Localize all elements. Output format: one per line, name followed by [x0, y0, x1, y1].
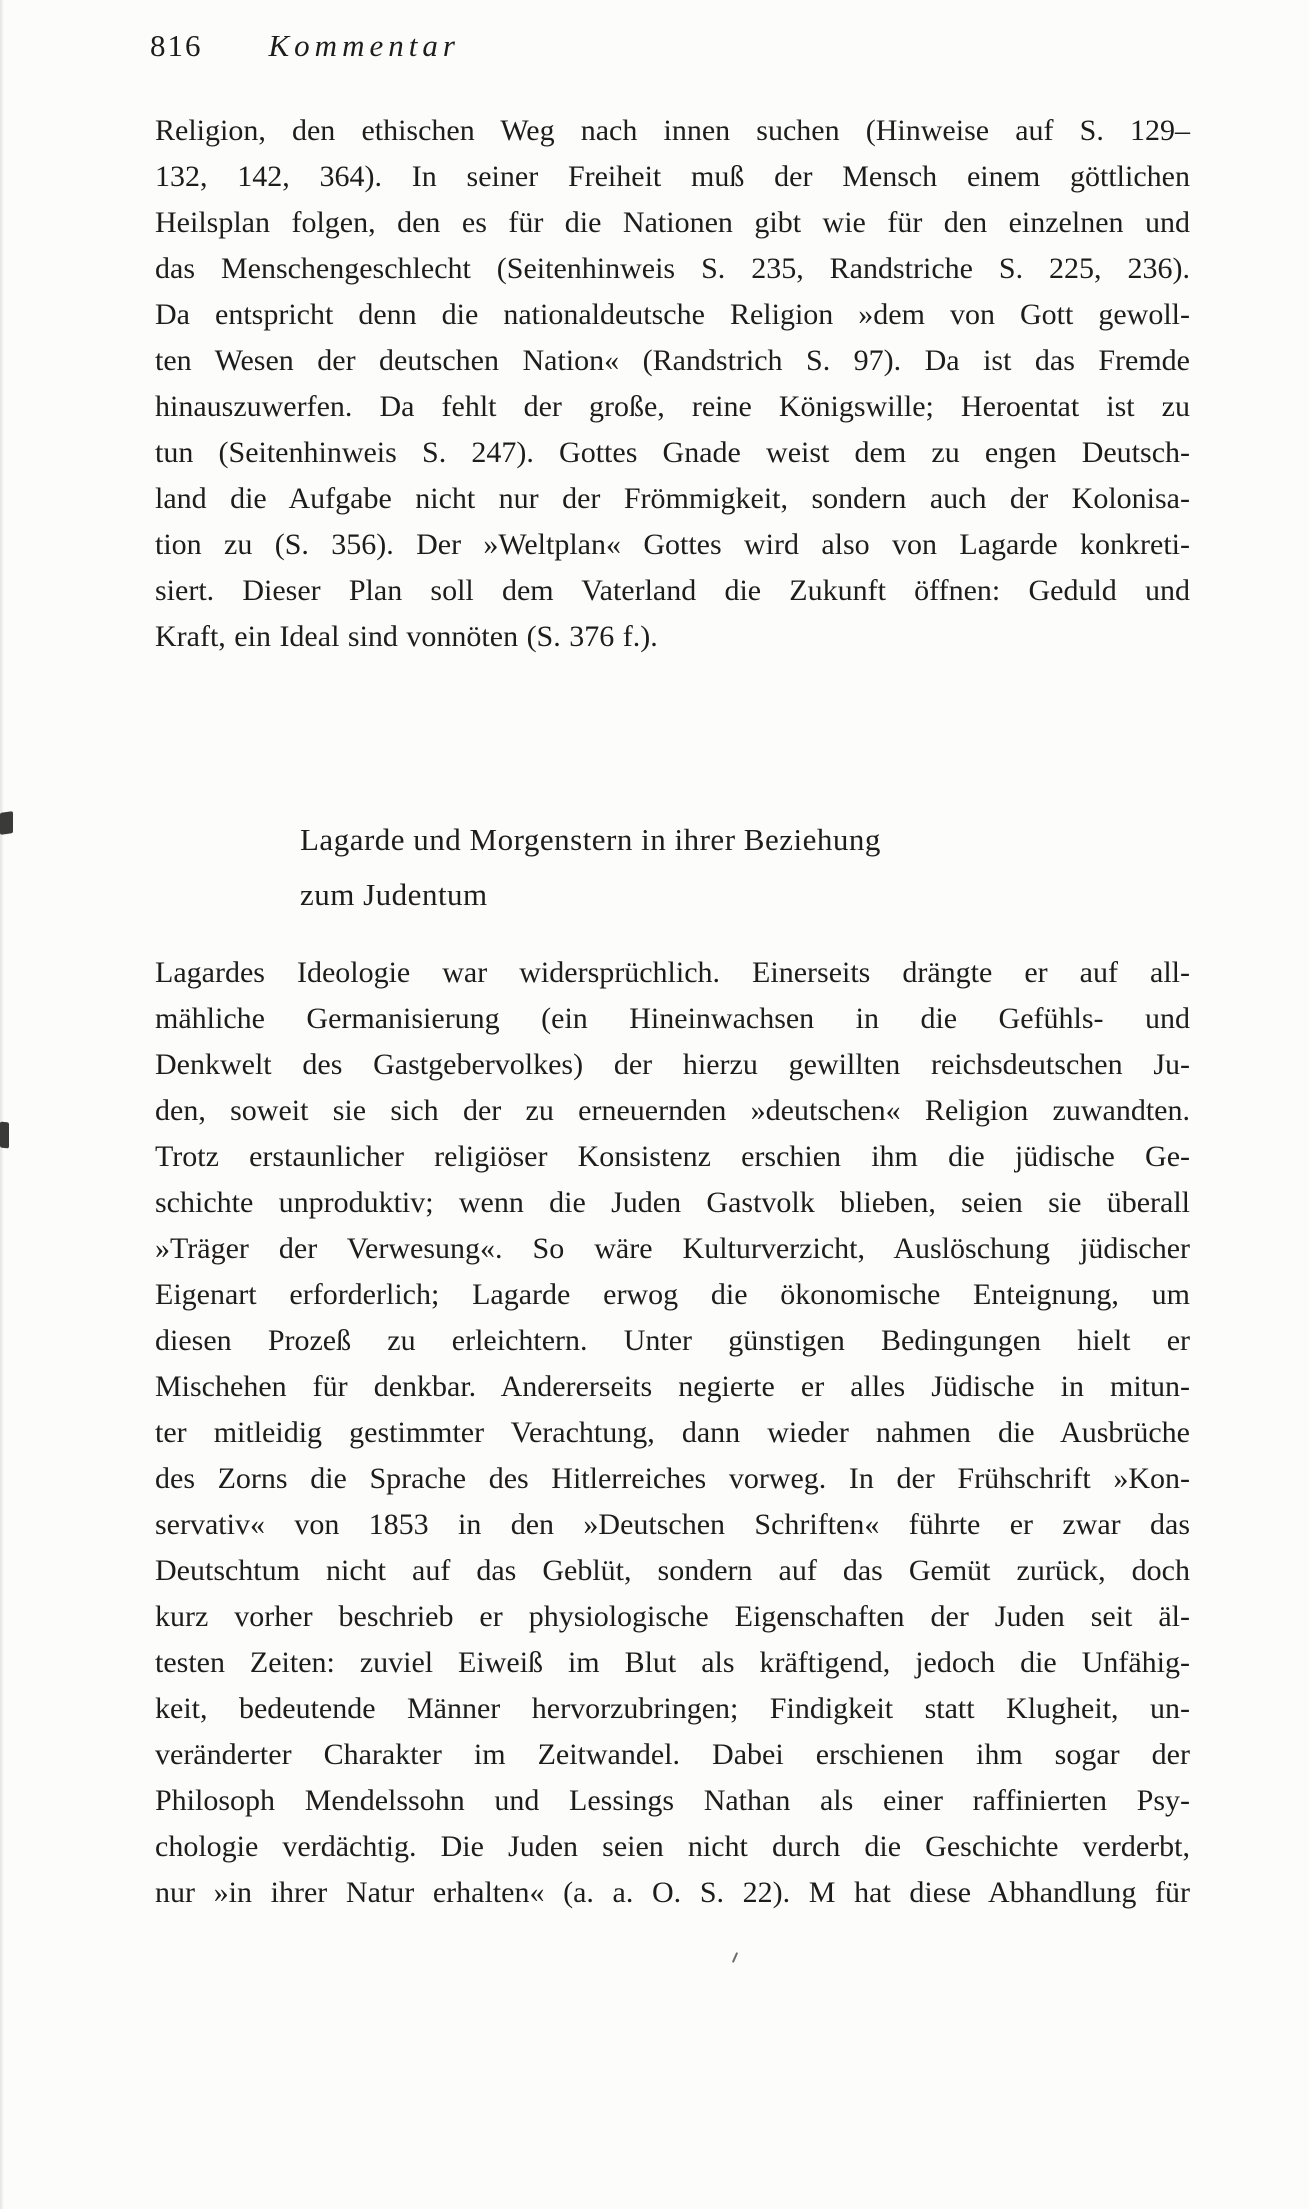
text-line: des Zorns die Sprache des Hitlerreiches vorweg. In der Frühschrift »Kon- — [155, 1462, 1190, 1495]
section-heading-line: Lagarde und Morgenstern in ihrer Beziehung — [300, 822, 881, 857]
text-line: Heilsplan folgen, den es für die Nationen gibt wie für den einzelnen und — [155, 206, 1190, 239]
page-header — [150, 26, 1185, 66]
text-line: siert. Dieser Plan soll dem Vaterland die Zukunft öffnen: Geduld und — [155, 574, 1190, 607]
text-line: Eigenart erforderlich; Lagarde erwog die ökonomische Enteignung, um — [155, 1278, 1190, 1311]
text-line: den, soweit sie sich der zu erneuernden »deutschen« Religion zuwandten. — [155, 1094, 1190, 1127]
text-line: chologie verdächtig. Die Juden seien nicht durch die Geschichte verderbt, — [155, 1830, 1190, 1863]
text-line: Lagardes Ideologie war widersprüchlich. Einerseits drängte er auf all- — [155, 956, 1190, 989]
text-line: diesen Prozeß zu erleichtern. Unter günstigen Bedingungen hielt er — [155, 1324, 1190, 1357]
text-line: Denkwelt des Gastgebervolkes) der hierzu gewillten reichsdeutschen Ju- — [155, 1048, 1190, 1081]
scan-artifact-left-edge — [0, 811, 13, 835]
text-line: veränderter Charakter im Zeitwandel. Dabei erschienen ihm sogar der — [155, 1738, 1190, 1771]
text-line: Da entspricht denn die nationaldeutsche Religion »dem von Gott gewoll- — [155, 298, 1190, 331]
text-line: Philosoph Mendelssohn und Lessings Nathan als einer raffinierten Psy- — [155, 1784, 1190, 1817]
running-head: Kommentar — [268, 28, 460, 63]
text-line: keit, bedeutende Männer hervorzubringen; Findigkeit statt Klugheit, un- — [155, 1692, 1190, 1725]
section-heading-line: zum Judentum — [300, 877, 488, 912]
text-line: servativ« von 1853 in den »Deutschen Schriften« führte er zwar das — [155, 1508, 1190, 1541]
text-line: ter mitleidig gestimmter Verachtung, dann wieder nahmen die Ausbrüche — [155, 1416, 1190, 1449]
text-line: schichte unproduktiv; wenn die Juden Gastvolk blieben, seien sie überall — [155, 1186, 1190, 1219]
scan-edge-shading — [0, 0, 4, 2209]
text-line: Deutschtum nicht auf das Geblüt, sondern auf das Gemüt zurück, doch — [155, 1554, 1190, 1587]
text-line: Religion, den ethischen Weg nach innen suchen (Hinweise auf S. 129– — [155, 114, 1190, 147]
section-heading — [300, 812, 1190, 922]
text-line: 132, 142, 364). In seiner Freiheit muß der Mensch einem göttlichen — [155, 160, 1190, 193]
text-line: das Menschengeschlecht (Seitenhinweis S. 235, Randstriche S. 225, 236). — [155, 252, 1190, 285]
text-line: testen Zeiten: zuviel Eiweiß im Blut als kräftigend, jedoch die Unfähig- — [155, 1646, 1190, 1679]
text-line: »Träger der Verwesung«. So wäre Kulturverzicht, Auslöschung jüdischer — [155, 1232, 1190, 1265]
text-line: Mischehen für denkbar. Andererseits negierte er alles Jüdische in mitun- — [155, 1370, 1190, 1403]
text-line: Kraft, ein Ideal sind vonnöten (S. 376 f.). — [155, 620, 658, 653]
text-line: land die Aufgabe nicht nur der Frömmigkeit, sondern auch der Kolonisa- — [155, 482, 1190, 515]
text-line: tion zu (S. 356). Der »Weltplan« Gottes wird also von Lagarde konkreti- — [155, 528, 1190, 561]
text-line: mähliche Germanisierung (ein Hineinwachsen in die Gefühls- und — [155, 1002, 1190, 1035]
paragraph-lagarde-judentum — [155, 950, 1190, 1916]
scan-artifact-left-edge — [0, 1122, 9, 1149]
scan-artifact-speck — [732, 1952, 738, 1963]
text-line: hinauszuwerfen. Da fehlt der große, reine Königswille; Heroentat ist zu — [155, 390, 1190, 423]
text-line: Trotz erstaunlicher religiöser Konsistenz erschien ihm die jüdische Ge- — [155, 1140, 1190, 1173]
text-line: tun (Seitenhinweis S. 247). Gottes Gnade weist dem zu engen Deutsch- — [155, 436, 1190, 469]
text-line: kurz vorher beschrieb er physiologische Eigenschaften der Juden seit äl- — [155, 1600, 1190, 1633]
page-number: 816 — [150, 28, 203, 63]
paragraph-commentary — [155, 108, 1190, 660]
text-line: ten Wesen der deutschen Nation« (Randstrich S. 97). Da ist das Fremde — [155, 344, 1190, 377]
text-line: nur »in ihrer Natur erhalten« (a. a. O. S. 22). M hat diese Abhandlung für — [155, 1876, 1190, 1909]
